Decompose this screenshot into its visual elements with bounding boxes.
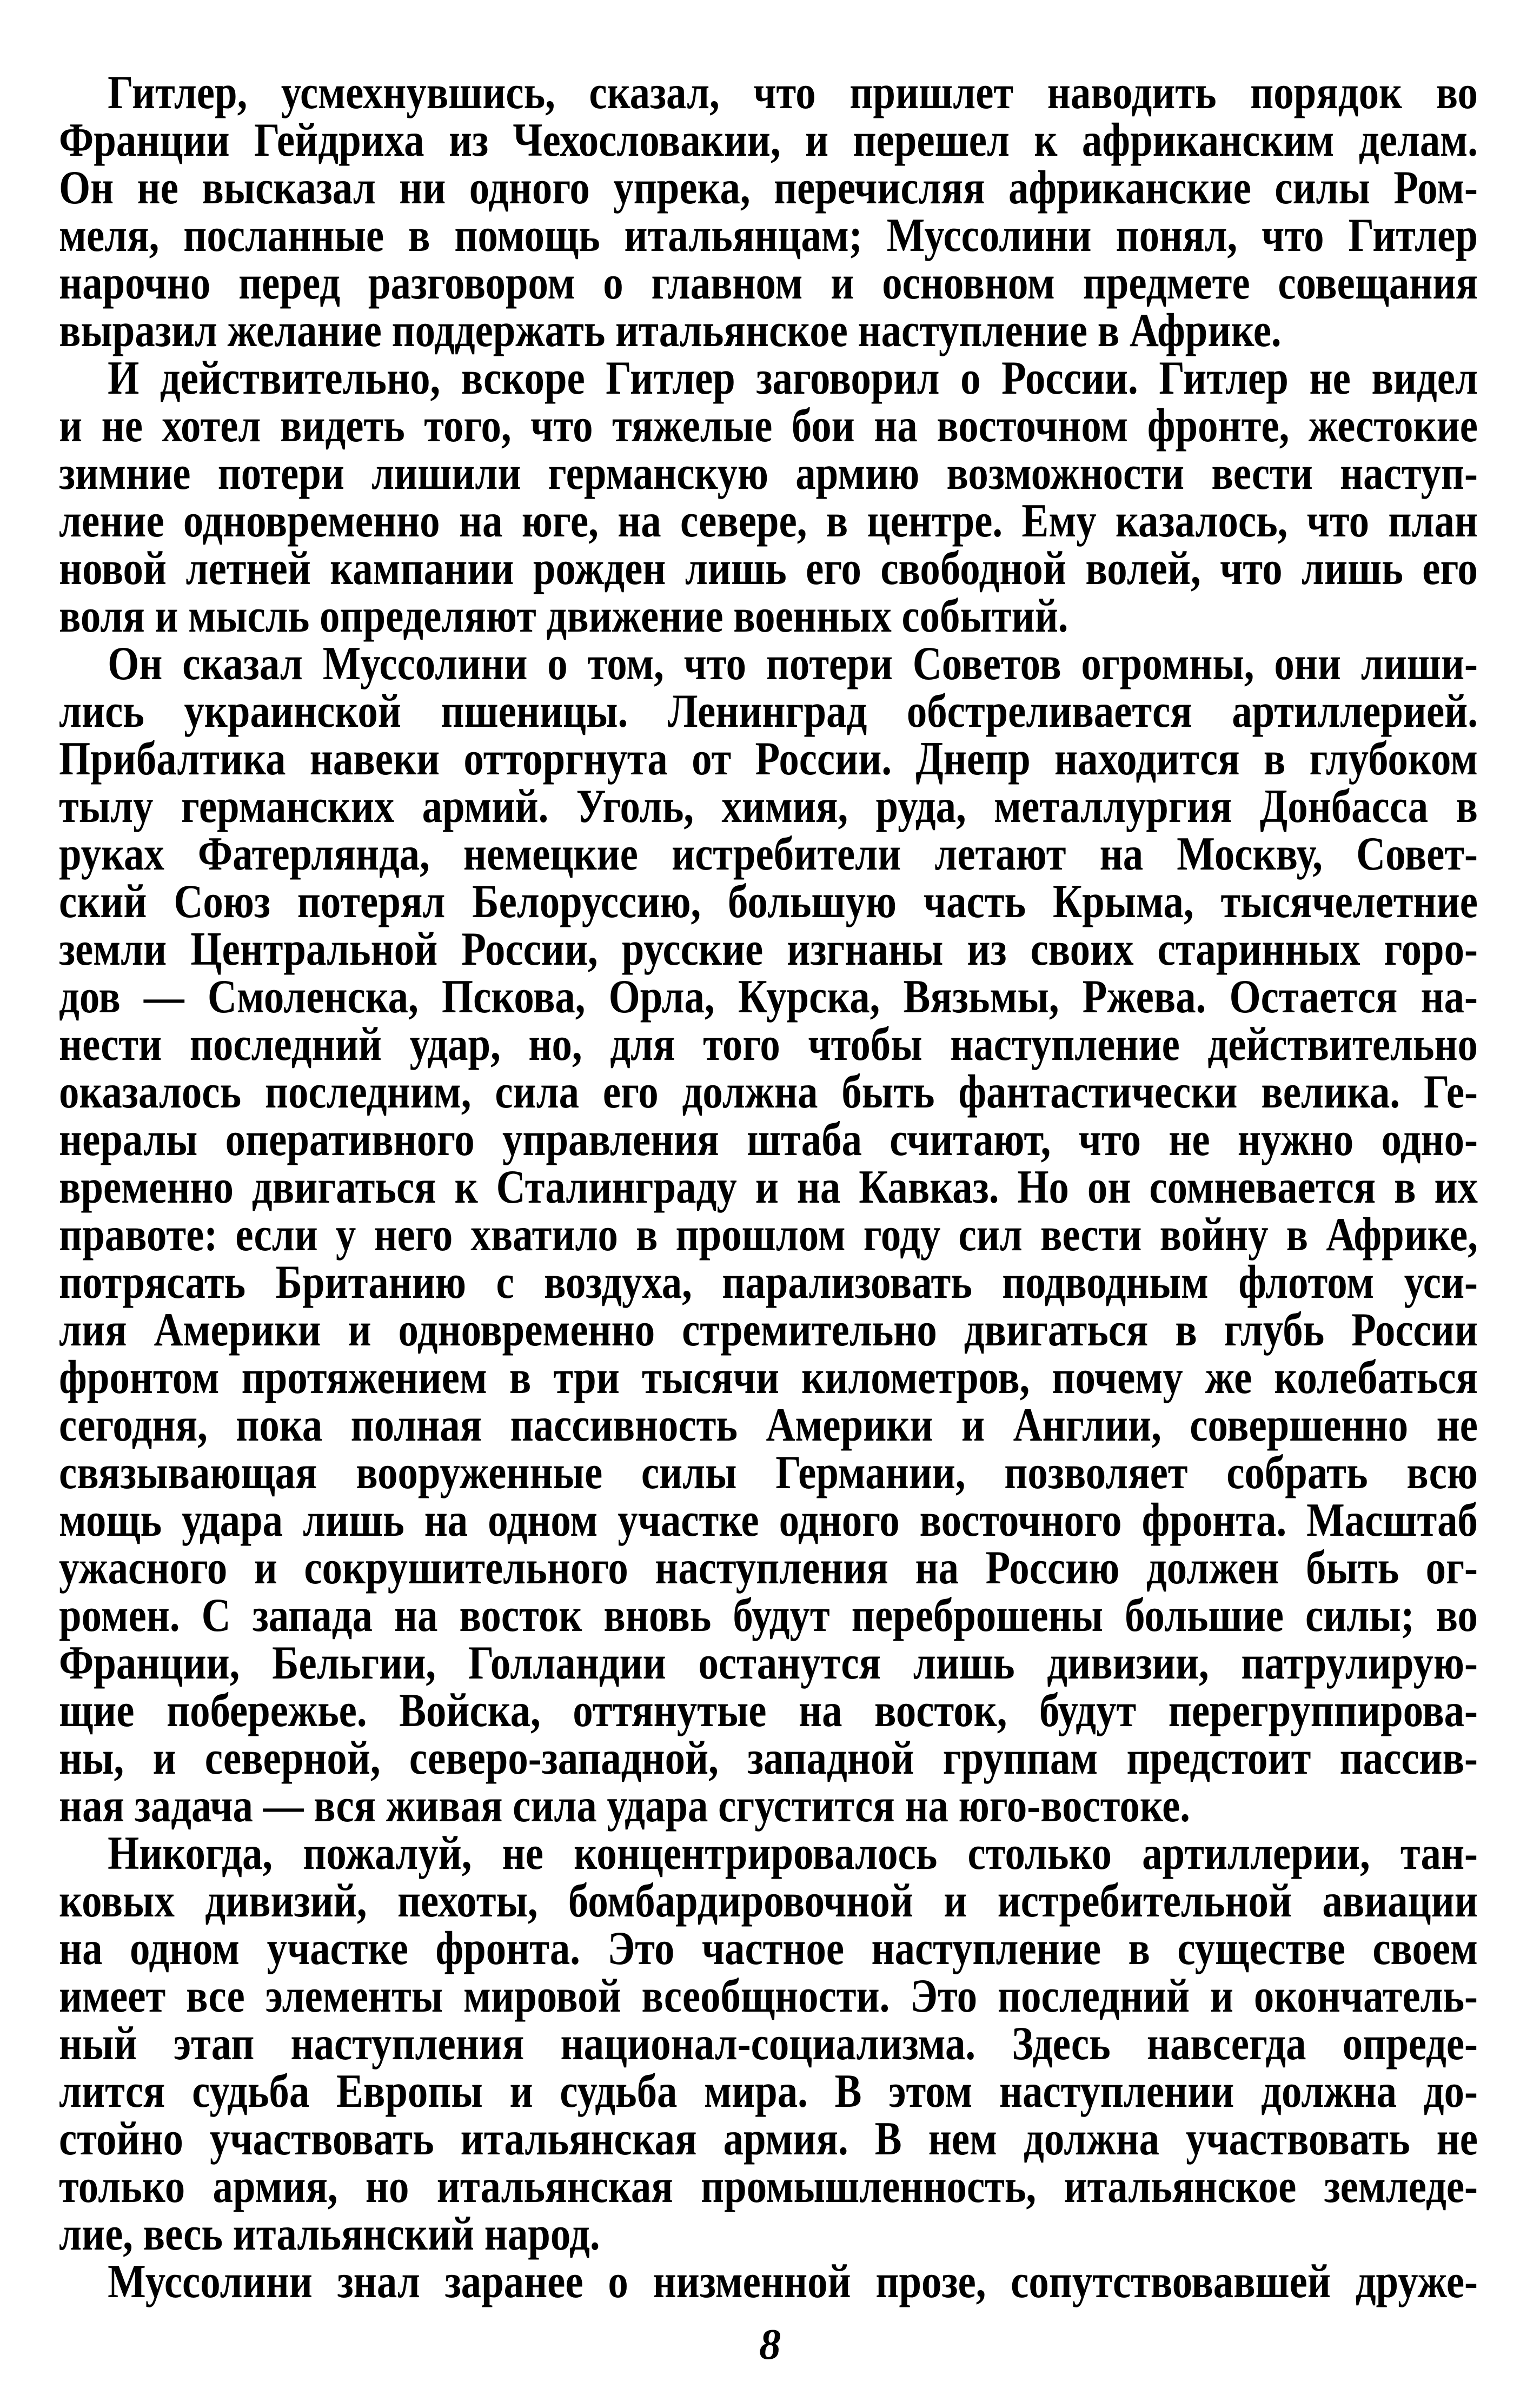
paragraph: [59, 69, 1478, 355]
text-line: правоте: если у него хватило в прошлом году сил вести войну в Африке,: [59, 1209, 1478, 1261]
text-line: Франции, Бельгии, Голландии останутся лишь дивизии, патрулирую-: [59, 1637, 1478, 1689]
text-line: ная задача — вся живая сила удара сгустится на юго-востоке.: [59, 1780, 1190, 1832]
text-line: мощь удара лишь на одном участке одного восточного фронта. Масштаб: [59, 1494, 1478, 1547]
text-line: лится судьба Европы и судьба мира. В этом наступлении должна до-: [59, 2065, 1478, 2118]
text-line: Никогда, пожалуй, не концентрировалось столько артиллерии, тан-: [108, 1827, 1478, 1880]
text-line: нарочно перед разговором о главном и основном предмете совещания: [59, 257, 1478, 309]
text-line: выразил желание поддержать итальянское наступление в Африке.: [59, 304, 1282, 357]
text-line: И действительно, вскоре Гитлер заговорил о России. Гитлер не видел: [108, 352, 1478, 404]
text-line: лие, весь итальянский народ.: [59, 2208, 600, 2260]
text-line: меля, посланные в помощь итальянцам; Муссолини понял, что Гитлер: [59, 209, 1478, 262]
text-line: Прибалтика навеки отторгнута от России. Днепр находится в глубоком: [59, 733, 1478, 785]
text-line: зимние потери лишили германскую армию возможности вести наступ-: [59, 447, 1478, 500]
text-line: земли Центральной России, русские изгнаны из своих старинных горо-: [59, 923, 1478, 976]
text-line: ковых дивизий, пехоты, бомбардировочной и истребительной авиации: [59, 1875, 1478, 1927]
text-line: ный этап наступления национал-социализма. Здесь навсегда опреде-: [59, 2018, 1478, 2070]
paragraph: [59, 640, 1478, 1830]
text-line: щие побережье. Войска, оттянутые на восток, будут перегруппирова-: [59, 1684, 1478, 1737]
text-line: только армия, но итальянская промышленность, итальянское земледе-: [59, 2160, 1478, 2213]
text-line: лия Америки и одновременно стремительно двигаться в глубь России: [59, 1304, 1478, 1356]
text-line: тылу германских армий. Уголь, химия, руда, металлургия Донбасса в: [59, 780, 1478, 833]
text-line: руках Фатерлянда, немецкие истребители летают на Москву, Совет-: [59, 828, 1478, 880]
text-line: ромен. С запада на восток вновь будут переброшены большие силы; во: [59, 1589, 1478, 1642]
paragraph: [59, 1827, 1478, 2260]
text-line: новой летней кампании рожден лишь его свободной волей, что лишь его: [59, 542, 1478, 595]
text-line: нести последний удар, но, для того чтобы наступление действительно: [59, 1018, 1478, 1071]
text-line: воля и мысль определяют движение военных событий.: [59, 590, 1068, 642]
text-line: ны, и северной, северо-западной, западной группам предстоит пассив-: [59, 1732, 1478, 1785]
text-line: Муссолини знал заранее о низменной прозе, сопутствовавшей друже-: [108, 2256, 1478, 2308]
text-line: нералы оперативного управления штаба считают, что не нужно одно-: [59, 1113, 1478, 1166]
text-line: Гитлер, усмехнувшись, сказал, что пришлет наводить порядок во: [108, 67, 1478, 119]
text-line: оказалось последним, сила его должна быть фантастически велика. Ге-: [59, 1066, 1478, 1118]
text-line: сегодня, пока полная пассивность Америки и Англии, совершенно не: [59, 1399, 1478, 1451]
text-line: дов — Смоленска, Пскова, Орла, Курска, Вязьмы, Ржева. Остается на-: [59, 971, 1478, 1023]
text-line: временно двигаться к Сталинграду и на Кавказ. Но он сомневается в их: [59, 1161, 1478, 1213]
text-line: Франции Гейдриха из Чехословакии, и перешел к африканским делам.: [59, 114, 1478, 167]
paragraph: [59, 2258, 1478, 2306]
text-line: фронтом протяжением в три тысячи километров, почему же колебаться: [59, 1351, 1478, 1404]
text-line: стойно участвовать итальянская армия. В нем должна участвовать не: [59, 2113, 1478, 2165]
text-line: связывающая вооруженные силы Германии, позволяет собрать всю: [59, 1447, 1478, 1499]
text-line: имеет все элементы мировой всеобщности. Это последний и окончатель-: [59, 1970, 1478, 2022]
paragraph: [59, 352, 1478, 642]
text-line: на одном участке фронта. Это частное наступление в существе своем: [59, 1922, 1478, 1975]
text-line: Он сказал Муссолини о том, что потери Советов огромны, они лиши-: [108, 638, 1478, 690]
page-number: 8: [759, 2321, 781, 2369]
text-line: и не хотел видеть того, что тяжелые бои на восточном фронте, жестокие: [59, 400, 1478, 452]
text-line: ский Союз потерял Белоруссию, большую часть Крыма, тысячелетние: [59, 875, 1478, 928]
text-line: ужасного и сокрушительного наступления на Россию должен быть ог-: [59, 1542, 1478, 1594]
text-line: ление одновременно на юге, на севере, в центре. Ему казалось, что план: [59, 495, 1478, 547]
text-line: Он не высказал ни одного упрека, перечисляя африканские силы Ром-: [59, 162, 1478, 214]
text-line: лись украинской пшеницы. Ленинград обстреливается артиллерией.: [59, 685, 1478, 738]
page-body: [59, 69, 1478, 2306]
text-line: потрясать Британию с воздуха, парализовать подводным флотом уси-: [59, 1256, 1478, 1309]
